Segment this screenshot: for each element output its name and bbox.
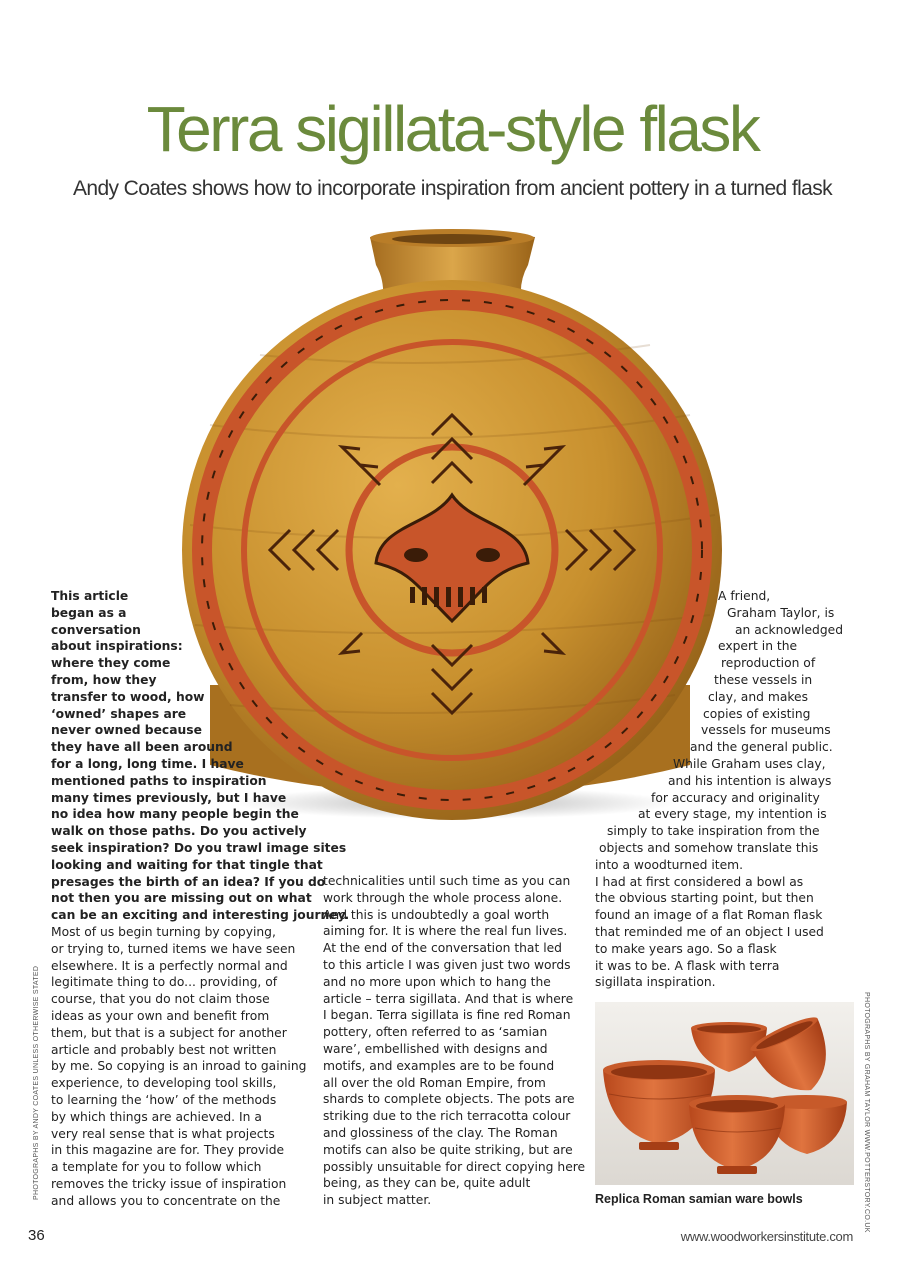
text-line: by which things are achieved. In a [51,1109,262,1124]
text-line: striking due to the rich terracotta colour [323,1109,571,1124]
text-line: I began. Terra sigillata is fine red Roman [323,1008,571,1023]
text-line: article – terra sigillata. And that is where [323,991,574,1006]
text-line: that reminded me of an object I used [595,924,824,939]
text-line: not then you are missing out on what [51,891,312,906]
text-line: This article [51,589,129,603]
text-line: in this magazine are for. They provide [51,1143,285,1158]
text-line: article and probably best not written [51,1042,277,1057]
text-line: simply to take inspiration from the [607,824,820,839]
text-line: conversation [51,622,141,637]
text-line: an acknowledged [735,622,843,637]
photo-credit-left: PHOTOGRAPHS BY ANDY COATES UNLESS OTHERWISE STATED [33,965,40,1200]
text-line: At the end of the conversation that led [323,941,562,956]
text-line: reproduction of [721,656,816,671]
text-line: by me. So copying is an inroad to gaining [51,1059,307,1074]
text-line: ideas as your own and benefit from [51,1008,270,1023]
text-line: transfer to wood, how [51,689,205,704]
text-line: experience, to developing tool skills, [51,1076,277,1091]
text-line: a template for you to follow which [51,1160,262,1175]
text-line: or trying to, turned items we have seen [51,941,296,956]
article-title: Terra sigillata-style flask [146,93,759,165]
text-line: objects and somehow translate this [599,840,819,855]
text-line: found an image of a flat Roman flask [595,908,823,923]
text-line: expert in the [718,639,798,654]
text-line: and his intention is always [668,773,832,788]
text-line: and the general public. [690,740,833,755]
text-line: these vessels in [714,672,813,687]
text-line: to learning the ‘how’ of the methods [51,1092,277,1107]
text-line: course, that you do not claim those [51,992,270,1007]
body-column-3 [595,588,843,991]
text-line: began as a [51,605,127,620]
text-line: shards to complete objects. The pots are [323,1092,575,1107]
text-line: copies of existing [703,706,811,721]
text-line: about inspirations: [51,639,183,654]
text-line: elsewhere. It is a perfectly normal and [51,958,288,973]
text-line: they have all been around [51,740,233,755]
text-line: at every stage, my intention is [638,807,827,822]
samian-bowls-photo [595,1002,854,1185]
text-line: legitimate thing to do... providing, of [51,975,278,990]
text-line: sigillata inspiration. [595,975,716,990]
text-line: and no more upon which to hang the [323,974,551,989]
bowls-caption: Replica Roman samian ware bowls [595,1192,803,1206]
body-column-2 [323,873,585,1209]
intro-paragraph [51,588,349,924]
text-line: very real sense that is what projects [51,1126,275,1141]
text-line: never owned because [51,723,202,738]
text-line: work through the whole process alone. [323,890,563,905]
text-line: no idea how many people begin the [51,807,299,822]
text-line: mentioned paths to inspiration [51,773,267,788]
text-line: clay, and makes [708,689,809,704]
text-line: all over the old Roman Empire, from [323,1075,546,1090]
text-line: vessels for museums [701,723,831,738]
text-line: ware’, embellished with designs and [323,1041,548,1056]
text-line: many times previously, but I have [51,790,287,805]
text-line: technicalities until such time as you can [323,874,571,888]
text-line: it was to be. A flask with terra [595,958,780,973]
text-line: And this is undoubtedly a goal worth [323,907,550,922]
text-line: Graham Taylor, is [727,605,835,620]
text-line: where they come [51,656,171,671]
text-line: removes the tricky issue of inspiration [51,1176,287,1191]
text-line: for accuracy and originality [651,790,820,805]
website-link[interactable]: www.woodworkersinstitute.com [680,1229,853,1244]
text-line: looking and waiting for that tingle that [51,857,323,872]
text-line: I had at first considered a bowl as [595,874,804,889]
text-line: aiming for. It is where the real fun lives. [323,924,568,939]
body-column-1 [51,924,306,1210]
article-subtitle: Andy Coates shows how to incorporate inspiration from ancient pottery in a turned flask [72,177,833,200]
page-number: 36 [28,1227,45,1244]
text-line: motifs, and examples are to be found [323,1058,555,1073]
text-line: A friend, [718,589,771,603]
text-line: Most of us begin turning by copying, [51,925,276,939]
text-line: ‘owned’ shapes are [51,706,187,721]
photo-credit-right: PHOTOGRAPHS BY GRAHAM TAYLOR WWW.POTTERSTORY.CO.UK [863,992,870,1233]
text-line: pottery, often referred to as ‘samian [323,1025,548,1040]
text-line: the obvious starting point, but then [595,891,814,906]
text-line: into a woodturned item. [595,857,744,872]
text-line: in subject matter. [323,1193,432,1208]
text-line: walk on those paths. Do you actively [51,824,307,839]
text-line: being, as they can be, quite adult [323,1176,531,1191]
text-line: to make years ago. So a flask [595,941,777,956]
text-line: to this article I was given just two words [323,957,571,972]
text-line: possibly unsuitable for direct copying here [323,1159,586,1174]
text-line: While Graham uses clay, [673,756,826,771]
text-line: from, how they [51,672,157,687]
text-line: motifs can also be quite striking, but are [323,1142,573,1157]
text-line: for a long, long time. I have [51,756,244,771]
text-line: them, but that is a subject for another [51,1025,287,1040]
text-line: can be an exciting and interesting journey. [51,908,350,923]
text-line: and allows you to concentrate on the [51,1193,281,1208]
text-line: and glossiness of the clay. The Roman [323,1125,558,1140]
text-line: seek inspiration? Do you trawl image sites [51,840,347,855]
text-line: presages the birth of an idea? If you do [51,874,326,889]
